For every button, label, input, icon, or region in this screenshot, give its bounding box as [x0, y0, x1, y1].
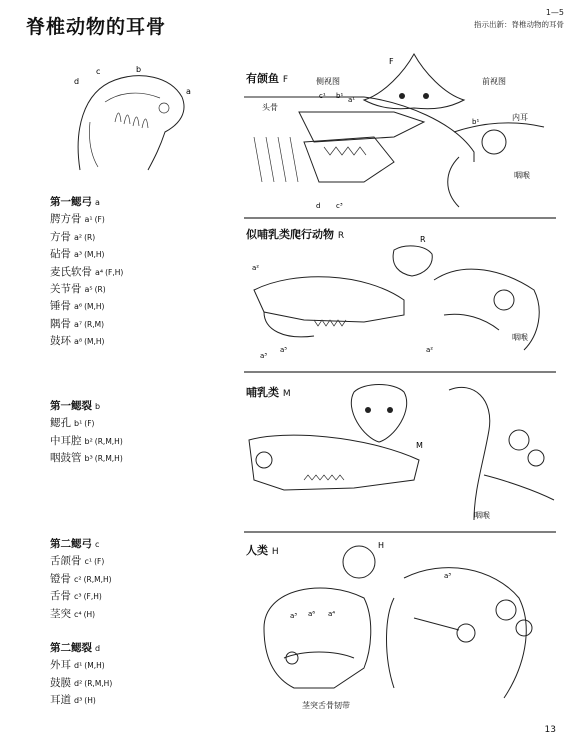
legend-row: 外耳 d¹ (M,H) [50, 659, 105, 672]
human-stylohyoid-label: 茎突舌骨韧带 [302, 701, 350, 710]
svg-text:b¹: b¹ [336, 92, 344, 100]
shark-drawing-icon [244, 42, 560, 218]
fish-inner-ear-label: 内耳 [512, 113, 528, 122]
legend-row: 鼓膜 d² (R,M,H) [50, 676, 113, 689]
svg-text:c: c [96, 67, 101, 76]
fish-side-view-label: 侧视图 [316, 77, 340, 86]
legend-group-cleft1 [50, 398, 123, 468]
legend-row: 第一鳃裂 b [50, 400, 101, 412]
svg-text:d: d [74, 77, 80, 86]
legend-row: 麦氏软骨 a⁴ (F,H) [50, 265, 124, 278]
page-number: 13 [544, 725, 556, 735]
svg-text:b¹: b¹ [472, 118, 480, 126]
legend-row: 第二鳃弓 c [50, 538, 100, 550]
svg-text:a⁶: a⁶ [308, 610, 316, 618]
legend-row: 舌骨 c³ (F,H) [50, 590, 102, 603]
legend-row: 关节骨 a⁵ (R) [50, 283, 106, 296]
svg-text:F: F [389, 57, 394, 66]
legend-row: 舌颌骨 c¹ (F) [50, 555, 105, 568]
legend-group-cleft2 [50, 640, 112, 710]
section-title-human: 人类 H [246, 544, 279, 557]
legend-row: 第一鳃弓 a [50, 196, 100, 208]
svg-text:a²: a² [252, 264, 260, 272]
human-skull-drawing-icon [244, 538, 560, 708]
svg-text:d: d [316, 202, 321, 210]
svg-text:a³: a³ [260, 352, 268, 360]
opossum-drawing-icon [244, 380, 560, 530]
legend-row: 砧骨 a³ (M,H) [50, 248, 105, 261]
legend-row: 隅骨 a⁷ (R,M) [50, 317, 105, 330]
section-title-fish: 有颌鱼 F [246, 72, 289, 85]
legend-row: 方骨 a² (R) [50, 230, 96, 243]
svg-text:M: M [416, 441, 423, 450]
legend-row: 中耳腔 b² (R,M,H) [50, 434, 123, 447]
svg-text:a: a [186, 87, 191, 96]
page-title: 脊椎动物的耳骨 [26, 16, 167, 38]
section-title-reptile: 似哺乳类爬行动物 R [246, 228, 345, 241]
legend-group-arch2 [50, 536, 112, 623]
legend-row: 鳃孔 b¹ (F) [50, 417, 95, 430]
reptile-pharynx-label: 咽喉 [512, 333, 528, 342]
mammal-pharynx-label: 咽喉 [474, 511, 490, 520]
legend-group-arch1 [50, 194, 123, 351]
svg-text:a³: a³ [444, 572, 452, 580]
legend-row: 锤骨 a⁶ (M,H) [50, 300, 105, 313]
legend-row: 第二鳃裂 d [50, 642, 101, 654]
fish-pharynx-label: 咽喉 [514, 171, 530, 180]
svg-text:a⁵: a⁵ [280, 346, 288, 354]
page-subtitle: 指示出新：脊椎动物的耳骨 [474, 20, 564, 29]
svg-text:a³: a³ [290, 612, 298, 620]
svg-text:b: b [136, 65, 142, 74]
legend-row: 腭方骨 a¹ (F) [50, 213, 105, 226]
fish-skull-label: 头骨 [262, 103, 278, 112]
embryo-drawing-icon [60, 62, 195, 172]
svg-text:a¹: a¹ [348, 96, 356, 104]
svg-text:R: R [420, 235, 426, 244]
svg-text:H: H [378, 541, 385, 550]
legend-row: 咽鼓管 b³ (R,M,H) [50, 452, 123, 465]
fish-front-view-label: 前视图 [482, 77, 506, 86]
legend-row: 鼓环 a⁸ (M,H) [50, 335, 105, 348]
svg-text:a²: a² [426, 346, 434, 354]
svg-text:c³: c³ [336, 202, 343, 210]
svg-text:a⁴: a⁴ [328, 610, 336, 618]
legend-row: 镫骨 c² (R,M,H) [50, 572, 112, 585]
reptile-skull-drawing-icon [244, 235, 560, 370]
legend-row: 茎突 c⁴ (H) [50, 607, 96, 620]
page-ref: 1—5 [545, 8, 564, 17]
section-title-mammal: 哺乳类 M [246, 386, 291, 399]
legend-row: 耳道 d³ (H) [50, 694, 96, 707]
svg-text:c¹: c¹ [319, 92, 326, 100]
